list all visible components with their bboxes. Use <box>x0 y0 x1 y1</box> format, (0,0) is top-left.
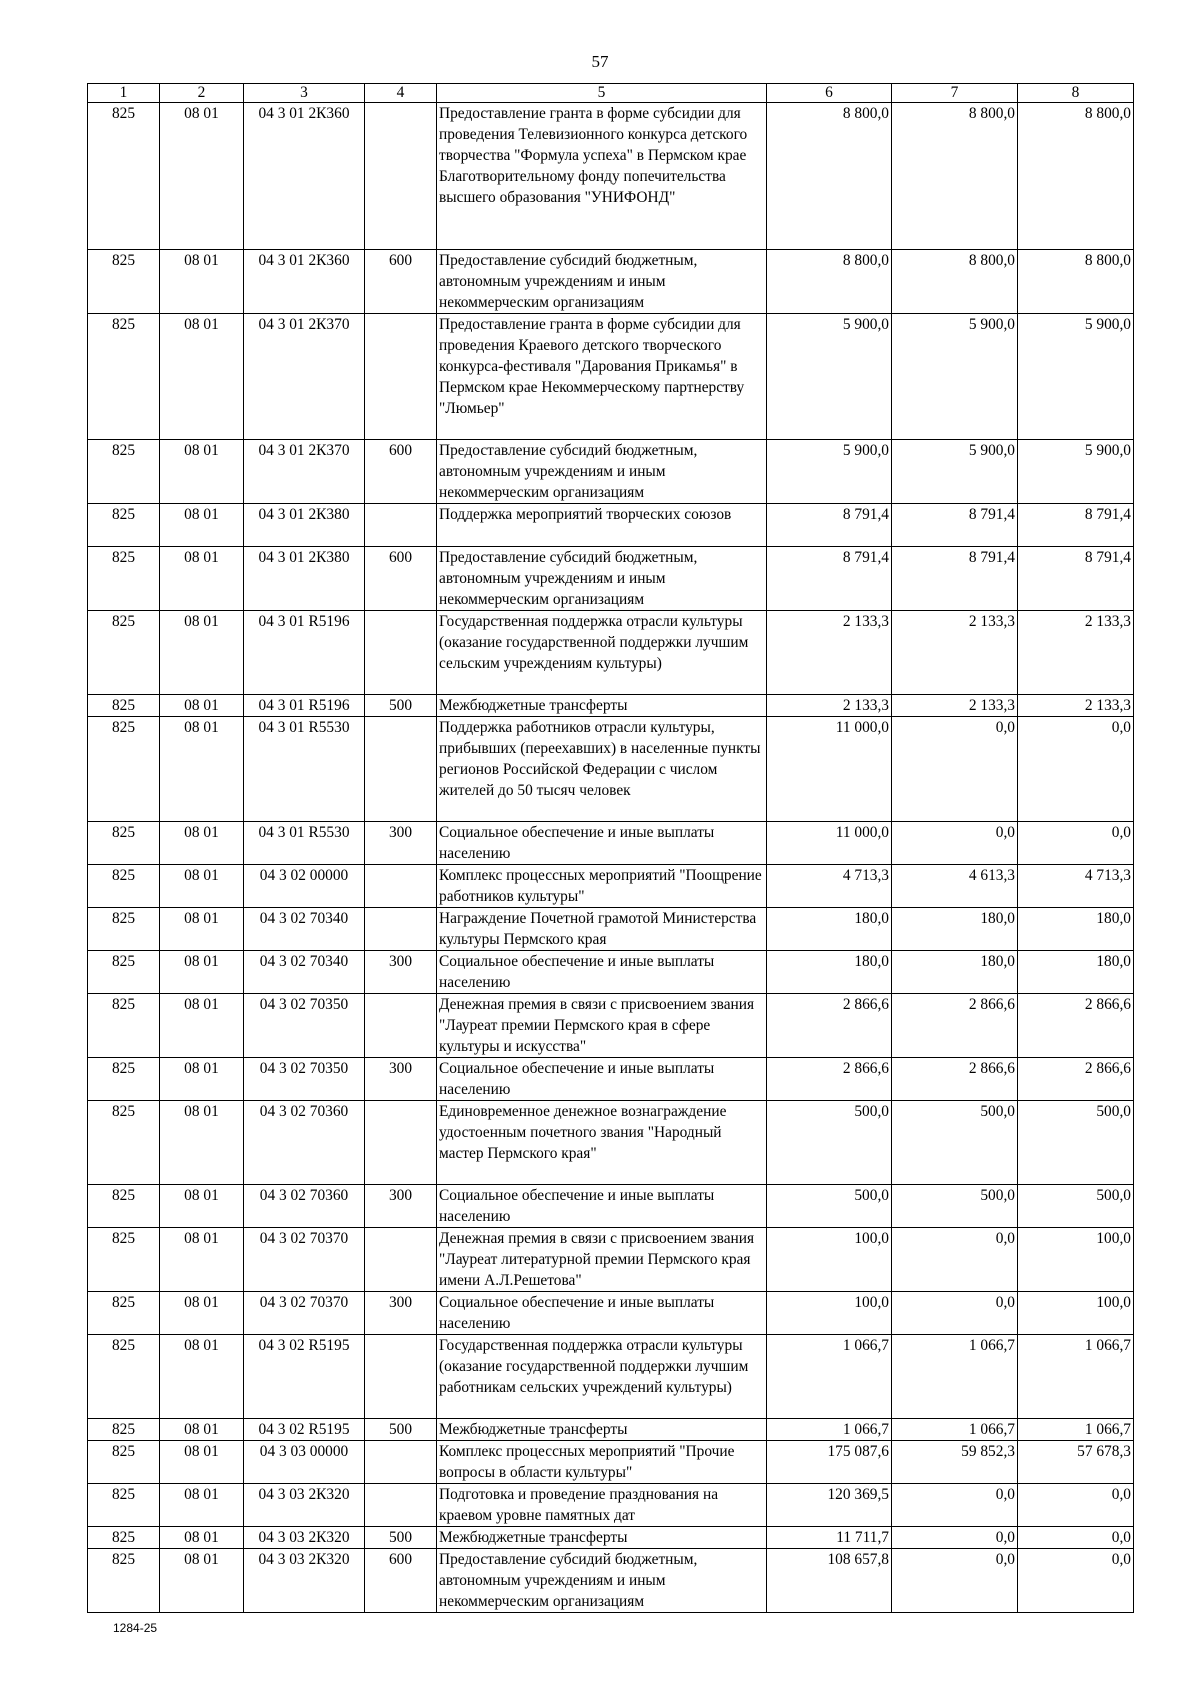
target-article-cell: 04 3 03 2К320 <box>244 1527 365 1549</box>
expense-type-cell <box>365 314 437 440</box>
table-row <box>88 865 1134 908</box>
target-article-cell: 04 3 03 2К320 <box>244 1484 365 1527</box>
amount-col6-cell: 100,0 <box>767 1292 892 1335</box>
amount-col7-cell: 4 613,3 <box>892 865 1018 908</box>
expense-type-cell <box>365 504 437 547</box>
amount-col7-cell: 59 852,3 <box>892 1441 1018 1484</box>
amount-col7-cell: 0,0 <box>892 1527 1018 1549</box>
amount-col7-cell: 500,0 <box>892 1101 1018 1185</box>
item-name-cell: Социальное обеспечение и иные выплаты населению <box>437 822 767 865</box>
amount-col8-cell: 2 866,6 <box>1018 1058 1134 1101</box>
section-code-cell: 08 01 <box>160 1527 244 1549</box>
section-code-cell: 08 01 <box>160 1419 244 1441</box>
table-row <box>88 994 1134 1058</box>
amount-col6-cell: 120 369,5 <box>767 1484 892 1527</box>
target-article-cell: 04 3 02 R5195 <box>244 1335 365 1419</box>
target-article-cell: 04 3 01 R5196 <box>244 695 365 717</box>
ministry-code-cell: 825 <box>88 103 160 250</box>
column-number: 3 <box>244 84 365 103</box>
ministry-code-cell: 825 <box>88 1527 160 1549</box>
expense-type-cell <box>365 994 437 1058</box>
ministry-code-cell: 825 <box>88 1058 160 1101</box>
amount-col8-cell: 500,0 <box>1018 1101 1134 1185</box>
amount-col6-cell: 8 800,0 <box>767 250 892 314</box>
item-name-cell: Социальное обеспечение и иные выплаты населению <box>437 1292 767 1335</box>
section-code-cell: 08 01 <box>160 314 244 440</box>
table-row <box>88 822 1134 865</box>
expense-type-cell: 300 <box>365 822 437 865</box>
item-name-cell: Предоставление гранта в форме субсидии для проведения Краевого детского творческого конкурса-фестиваля "Дарования Прикамья" в Пермском крае Некоммерческому партнерству "Люмьер" <box>437 314 767 440</box>
amount-col8-cell: 100,0 <box>1018 1292 1134 1335</box>
amount-col7-cell: 0,0 <box>892 1484 1018 1527</box>
column-number: 6 <box>767 84 892 103</box>
amount-col7-cell: 0,0 <box>892 1228 1018 1292</box>
amount-col7-cell: 180,0 <box>892 951 1018 994</box>
target-article-cell: 04 3 01 R5196 <box>244 611 365 695</box>
table-row <box>88 547 1134 611</box>
target-article-cell: 04 3 02 70370 <box>244 1292 365 1335</box>
target-article-cell: 04 3 01 R5530 <box>244 822 365 865</box>
item-name-cell: Единовременное денежное вознаграждение удостоенным почетного звания "Народный мастер Пермского края" <box>437 1101 767 1185</box>
ministry-code-cell: 825 <box>88 951 160 994</box>
expense-type-cell <box>365 1441 437 1484</box>
expense-type-cell <box>365 717 437 822</box>
amount-col8-cell: 500,0 <box>1018 1185 1134 1228</box>
table-row <box>88 1527 1134 1549</box>
table-row <box>88 1185 1134 1228</box>
amount-col6-cell: 180,0 <box>767 951 892 994</box>
amount-col7-cell: 8 791,4 <box>892 504 1018 547</box>
amount-col7-cell: 0,0 <box>892 822 1018 865</box>
amount-col8-cell: 0,0 <box>1018 822 1134 865</box>
amount-col6-cell: 5 900,0 <box>767 314 892 440</box>
section-code-cell: 08 01 <box>160 1484 244 1527</box>
amount-col6-cell: 4 713,3 <box>767 865 892 908</box>
item-name-cell: Награждение Почетной грамотой Министерства культуры Пермского края <box>437 908 767 951</box>
ministry-code-cell: 825 <box>88 865 160 908</box>
amount-col6-cell: 175 087,6 <box>767 1441 892 1484</box>
ministry-code-cell: 825 <box>88 1185 160 1228</box>
target-article-cell: 04 3 01 2К380 <box>244 547 365 611</box>
amount-col7-cell: 8 800,0 <box>892 103 1018 250</box>
item-name-cell: Предоставление гранта в форме субсидии для проведения Телевизионного конкурса детского творчества "Формула успеха" в Пермском крае Благотворительному фонду попечительства высшего образования "УНИФОНД" <box>437 103 767 250</box>
ministry-code-cell: 825 <box>88 994 160 1058</box>
table-row <box>88 1441 1134 1484</box>
target-article-cell: 04 3 01 R5530 <box>244 717 365 822</box>
expense-type-cell <box>365 1335 437 1419</box>
ministry-code-cell: 825 <box>88 1441 160 1484</box>
target-article-cell: 04 3 02 70340 <box>244 908 365 951</box>
amount-col6-cell: 500,0 <box>767 1101 892 1185</box>
target-article-cell: 04 3 03 2К320 <box>244 1549 365 1613</box>
amount-col8-cell: 2 133,3 <box>1018 695 1134 717</box>
amount-col7-cell: 8 791,4 <box>892 547 1018 611</box>
item-name-cell: Предоставление субсидий бюджетным, автономным учреждениям и иным некоммерческим организациям <box>437 250 767 314</box>
amount-col6-cell: 1 066,7 <box>767 1419 892 1441</box>
amount-col7-cell: 2 133,3 <box>892 611 1018 695</box>
target-article-cell: 04 3 02 R5195 <box>244 1419 365 1441</box>
target-article-cell: 04 3 01 2К370 <box>244 314 365 440</box>
item-name-cell: Межбюджетные трансферты <box>437 695 767 717</box>
item-name-cell: Социальное обеспечение и иные выплаты населению <box>437 951 767 994</box>
expense-type-cell: 500 <box>365 1419 437 1441</box>
amount-col7-cell: 180,0 <box>892 908 1018 951</box>
budget-table <box>87 83 1134 1613</box>
amount-col6-cell: 8 800,0 <box>767 103 892 250</box>
section-code-cell: 08 01 <box>160 504 244 547</box>
section-code-cell: 08 01 <box>160 695 244 717</box>
amount-col6-cell: 500,0 <box>767 1185 892 1228</box>
section-code-cell: 08 01 <box>160 865 244 908</box>
table-row <box>88 1419 1134 1441</box>
table-row <box>88 440 1134 504</box>
item-name-cell: Межбюджетные трансферты <box>437 1527 767 1549</box>
amount-col7-cell: 0,0 <box>892 1292 1018 1335</box>
item-name-cell: Предоставление субсидий бюджетным, автономным учреждениям и иным некоммерческим организациям <box>437 440 767 504</box>
amount-col6-cell: 180,0 <box>767 908 892 951</box>
amount-col6-cell: 5 900,0 <box>767 440 892 504</box>
expense-type-cell <box>365 865 437 908</box>
amount-col8-cell: 8 800,0 <box>1018 250 1134 314</box>
item-name-cell: Денежная премия в связи с присвоением звания "Лауреат литературной премии Пермского края имени А.Л.Решетова" <box>437 1228 767 1292</box>
section-code-cell: 08 01 <box>160 440 244 504</box>
expense-type-cell <box>365 1484 437 1527</box>
amount-col6-cell: 2 866,6 <box>767 994 892 1058</box>
column-number: 7 <box>892 84 1018 103</box>
table-row <box>88 1484 1134 1527</box>
table-row <box>88 1101 1134 1185</box>
expense-type-cell <box>365 908 437 951</box>
amount-col7-cell: 1 066,7 <box>892 1335 1018 1419</box>
expense-type-cell: 600 <box>365 547 437 611</box>
section-code-cell: 08 01 <box>160 611 244 695</box>
item-name-cell: Государственная поддержка отрасли культуры (оказание государственной поддержки лучшим работникам сельских учреждений культуры) <box>437 1335 767 1419</box>
section-code-cell: 08 01 <box>160 994 244 1058</box>
target-article-cell: 04 3 01 2К360 <box>244 250 365 314</box>
amount-col7-cell: 2 866,6 <box>892 994 1018 1058</box>
target-article-cell: 04 3 01 2К380 <box>244 504 365 547</box>
ministry-code-cell: 825 <box>88 440 160 504</box>
amount-col8-cell: 5 900,0 <box>1018 314 1134 440</box>
amount-col7-cell: 0,0 <box>892 717 1018 822</box>
section-code-cell: 08 01 <box>160 1292 244 1335</box>
column-number: 1 <box>88 84 160 103</box>
ministry-code-cell: 825 <box>88 250 160 314</box>
amount-col7-cell: 5 900,0 <box>892 440 1018 504</box>
amount-col8-cell: 57 678,3 <box>1018 1441 1134 1484</box>
table-row <box>88 1549 1134 1613</box>
table-row <box>88 611 1134 695</box>
amount-col8-cell: 180,0 <box>1018 951 1134 994</box>
amount-col8-cell: 8 791,4 <box>1018 504 1134 547</box>
item-name-cell: Социальное обеспечение и иные выплаты населению <box>437 1058 767 1101</box>
expense-type-cell: 500 <box>365 1527 437 1549</box>
expense-type-cell: 600 <box>365 250 437 314</box>
expense-type-cell: 600 <box>365 440 437 504</box>
table-row <box>88 103 1134 250</box>
amount-col6-cell: 11 000,0 <box>767 717 892 822</box>
item-name-cell: Подготовка и проведение празднования на краевом уровне памятных дат <box>437 1484 767 1527</box>
target-article-cell: 04 3 02 70350 <box>244 994 365 1058</box>
target-article-cell: 04 3 02 70340 <box>244 951 365 994</box>
expense-type-cell: 300 <box>365 951 437 994</box>
section-code-cell: 08 01 <box>160 822 244 865</box>
amount-col6-cell: 1 066,7 <box>767 1335 892 1419</box>
item-name-cell: Комплекс процессных мероприятий "Прочие вопросы в области культуры" <box>437 1441 767 1484</box>
page-number: 57 <box>591 52 609 71</box>
ministry-code-cell: 825 <box>88 908 160 951</box>
section-code-cell: 08 01 <box>160 1101 244 1185</box>
amount-col6-cell: 11 711,7 <box>767 1527 892 1549</box>
item-name-cell: Поддержка мероприятий творческих союзов <box>437 504 767 547</box>
amount-col8-cell: 8 791,4 <box>1018 547 1134 611</box>
target-article-cell: 04 3 02 00000 <box>244 865 365 908</box>
section-code-cell: 08 01 <box>160 1058 244 1101</box>
amount-col7-cell: 2 866,6 <box>892 1058 1018 1101</box>
amount-col6-cell: 8 791,4 <box>767 504 892 547</box>
item-name-cell: Предоставление субсидий бюджетным, автономным учреждениям и иным некоммерческим организациям <box>437 1549 767 1613</box>
target-article-cell: 04 3 02 70360 <box>244 1101 365 1185</box>
amount-col6-cell: 8 791,4 <box>767 547 892 611</box>
expense-type-cell: 300 <box>365 1185 437 1228</box>
target-article-cell: 04 3 01 2К360 <box>244 103 365 250</box>
section-code-cell: 08 01 <box>160 1185 244 1228</box>
amount-col7-cell: 500,0 <box>892 1185 1018 1228</box>
ministry-code-cell: 825 <box>88 547 160 611</box>
table-row <box>88 1228 1134 1292</box>
ministry-code-cell: 825 <box>88 314 160 440</box>
amount-col6-cell: 2 133,3 <box>767 611 892 695</box>
item-name-cell: Денежная премия в связи с присвоением звания "Лауреат премии Пермского края в сфере культуры и искусства" <box>437 994 767 1058</box>
table-row <box>88 314 1134 440</box>
section-code-cell: 08 01 <box>160 250 244 314</box>
table-row <box>88 717 1134 822</box>
ministry-code-cell: 825 <box>88 611 160 695</box>
table-row <box>88 504 1134 547</box>
ministry-code-cell: 825 <box>88 717 160 822</box>
ministry-code-cell: 825 <box>88 1101 160 1185</box>
item-name-cell: Социальное обеспечение и иные выплаты населению <box>437 1185 767 1228</box>
ministry-code-cell: 825 <box>88 1419 160 1441</box>
section-code-cell: 08 01 <box>160 908 244 951</box>
amount-col6-cell: 2 866,6 <box>767 1058 892 1101</box>
target-article-cell: 04 3 03 00000 <box>244 1441 365 1484</box>
ministry-code-cell: 825 <box>88 822 160 865</box>
target-article-cell: 04 3 02 70360 <box>244 1185 365 1228</box>
column-number: 2 <box>160 84 244 103</box>
amount-col8-cell: 0,0 <box>1018 1549 1134 1613</box>
table-row <box>88 1292 1134 1335</box>
amount-col6-cell: 2 133,3 <box>767 695 892 717</box>
amount-col8-cell: 180,0 <box>1018 908 1134 951</box>
section-code-cell: 08 01 <box>160 103 244 250</box>
amount-col8-cell: 2 133,3 <box>1018 611 1134 695</box>
amount-col6-cell: 11 000,0 <box>767 822 892 865</box>
item-name-cell: Комплекс процессных мероприятий "Поощрение работников культуры" <box>437 865 767 908</box>
amount-col8-cell: 8 800,0 <box>1018 103 1134 250</box>
expense-type-cell: 300 <box>365 1058 437 1101</box>
amount-col8-cell: 4 713,3 <box>1018 865 1134 908</box>
amount-col7-cell: 0,0 <box>892 1549 1018 1613</box>
amount-col7-cell: 5 900,0 <box>892 314 1018 440</box>
amount-col8-cell: 1 066,7 <box>1018 1419 1134 1441</box>
table-row <box>88 908 1134 951</box>
target-article-cell: 04 3 01 2К370 <box>244 440 365 504</box>
ministry-code-cell: 825 <box>88 1292 160 1335</box>
amount-col8-cell: 0,0 <box>1018 1527 1134 1549</box>
amount-col6-cell: 100,0 <box>767 1228 892 1292</box>
target-article-cell: 04 3 02 70350 <box>244 1058 365 1101</box>
section-code-cell: 08 01 <box>160 1549 244 1613</box>
amount-col8-cell: 5 900,0 <box>1018 440 1134 504</box>
item-name-cell: Государственная поддержка отрасли культуры (оказание государственной поддержки лучшим сельским учреждениям культуры) <box>437 611 767 695</box>
table-row <box>88 695 1134 717</box>
section-code-cell: 08 01 <box>160 717 244 822</box>
amount-col8-cell: 2 866,6 <box>1018 994 1134 1058</box>
amount-col8-cell: 0,0 <box>1018 717 1134 822</box>
column-number: 4 <box>365 84 437 103</box>
expense-type-cell: 300 <box>365 1292 437 1335</box>
section-code-cell: 08 01 <box>160 1335 244 1419</box>
amount-col8-cell: 1 066,7 <box>1018 1335 1134 1419</box>
table-row <box>88 951 1134 994</box>
amount-col6-cell: 108 657,8 <box>767 1549 892 1613</box>
amount-col7-cell: 2 133,3 <box>892 695 1018 717</box>
table-row <box>88 250 1134 314</box>
ministry-code-cell: 825 <box>88 504 160 547</box>
expense-type-cell <box>365 1228 437 1292</box>
document-code: 1284-25 <box>113 1621 158 1635</box>
section-code-cell: 08 01 <box>160 1228 244 1292</box>
section-code-cell: 08 01 <box>160 547 244 611</box>
column-number-row <box>88 84 1134 103</box>
section-code-cell: 08 01 <box>160 1441 244 1484</box>
item-name-cell: Поддержка работников отрасли культуры, прибывших (переехавших) в населенные пункты регионов Российской Федерации с числом жителей до 50 тысяч человек <box>437 717 767 822</box>
ministry-code-cell: 825 <box>88 1335 160 1419</box>
section-code-cell: 08 01 <box>160 951 244 994</box>
ministry-code-cell: 825 <box>88 1484 160 1527</box>
ministry-code-cell: 825 <box>88 695 160 717</box>
column-number: 5 <box>437 84 767 103</box>
column-number: 8 <box>1018 84 1134 103</box>
expense-type-cell: 600 <box>365 1549 437 1613</box>
table-row <box>88 1058 1134 1101</box>
expense-type-cell <box>365 1101 437 1185</box>
item-name-cell: Межбюджетные трансферты <box>437 1419 767 1441</box>
table-row <box>88 1335 1134 1419</box>
expense-type-cell: 500 <box>365 695 437 717</box>
expense-type-cell <box>365 611 437 695</box>
amount-col8-cell: 100,0 <box>1018 1228 1134 1292</box>
ministry-code-cell: 825 <box>88 1228 160 1292</box>
amount-col7-cell: 1 066,7 <box>892 1419 1018 1441</box>
amount-col7-cell: 8 800,0 <box>892 250 1018 314</box>
ministry-code-cell: 825 <box>88 1549 160 1613</box>
amount-col8-cell: 0,0 <box>1018 1484 1134 1527</box>
target-article-cell: 04 3 02 70370 <box>244 1228 365 1292</box>
expense-type-cell <box>365 103 437 250</box>
item-name-cell: Предоставление субсидий бюджетным, автономным учреждениям и иным некоммерческим организациям <box>437 547 767 611</box>
